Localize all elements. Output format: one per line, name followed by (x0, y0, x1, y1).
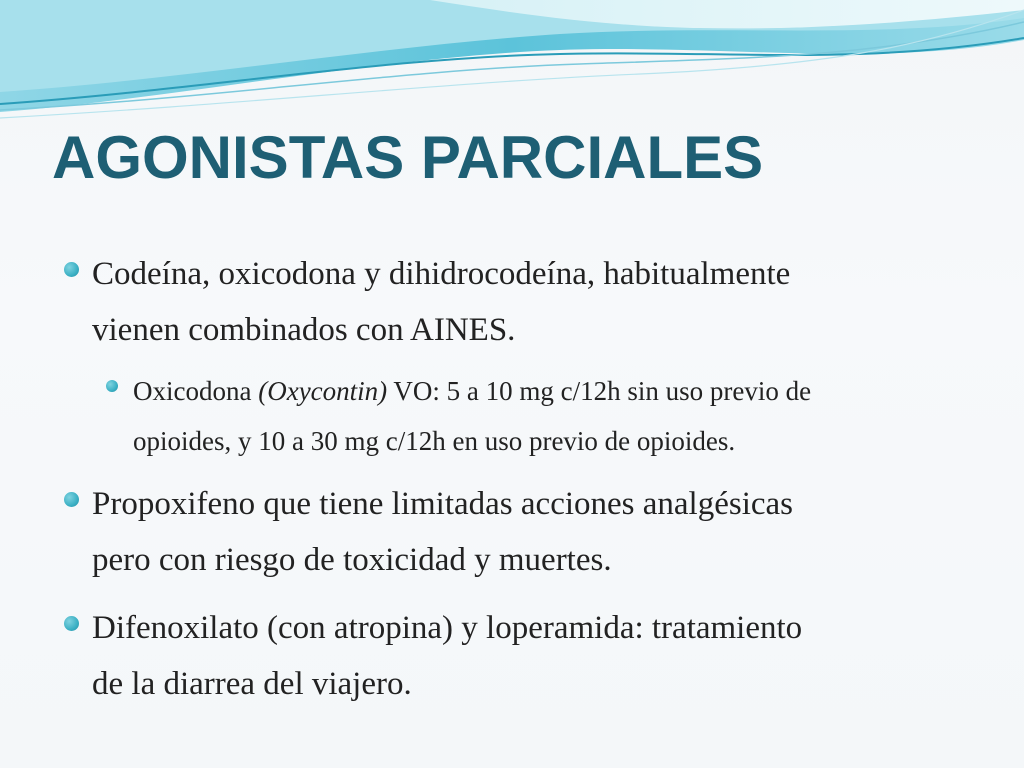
bullet-3-line-2: de la diarrea del viajero. (92, 666, 412, 702)
sub-bullet-item-1 (133, 366, 993, 466)
bullet-3-line-1: Difenoxilato (con atropina) y loperamida: tratamiento (92, 610, 803, 646)
sub-bullet-line-1 (133, 366, 993, 416)
bullet-dot-icon (64, 616, 79, 631)
sub-bullet-text-post: VO: 5 a 10 mg c/12h sin uso previo de (387, 376, 812, 406)
bullet-dot-icon (64, 262, 79, 277)
sub-bullet-line-2: opioides, y 10 a 30 mg c/12h en uso previo de opioides. (133, 426, 736, 456)
bullet-2-line-2: pero con riesgo de toxicidad y muertes. (92, 542, 612, 578)
bullet-2-line-1: Propoxifeno que tiene limitadas acciones analgésicas (92, 486, 794, 522)
bullet-item-2 (92, 476, 972, 588)
bullet-1-line-2: vienen combinados con AINES. (92, 312, 516, 348)
bullet-item-3 (92, 600, 972, 712)
bullet-1-line-1: Codeína, oxicodona y dihidrocodeína, habitualmente (92, 256, 791, 292)
bullet-dot-icon (64, 492, 79, 507)
sub-bullet-dot-icon (106, 380, 118, 392)
sub-bullet-text-pre: Oxicodona (133, 376, 259, 406)
bullet-item-1 (92, 246, 972, 358)
sub-bullet-brand-name: (Oxycontin) (258, 376, 388, 406)
slide-title: AGONISTAS PARCIALES (52, 124, 764, 191)
